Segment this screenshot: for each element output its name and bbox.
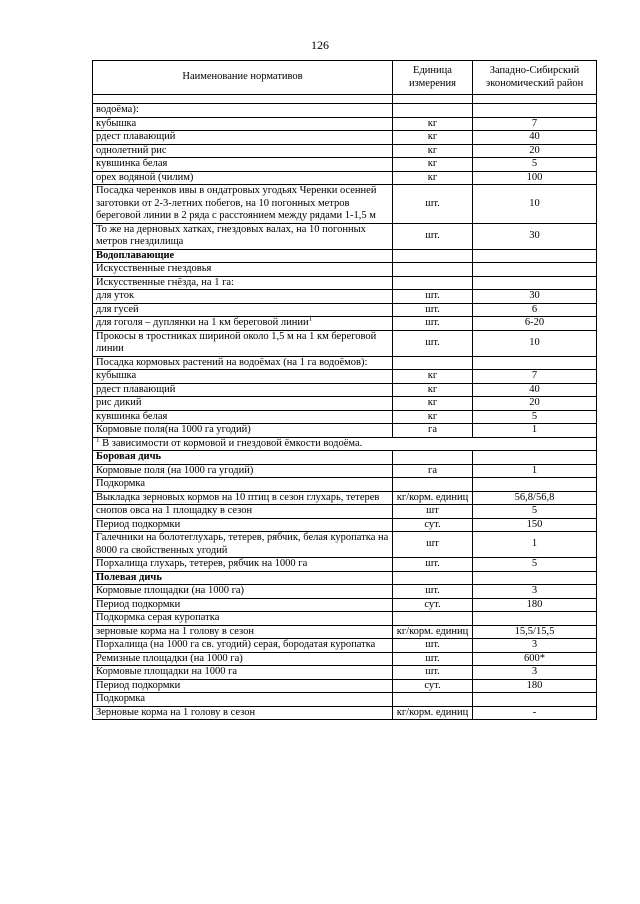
- norm-name-cell: [93, 117, 393, 131]
- unit-cell: [393, 249, 473, 263]
- norm-name-cell: [93, 397, 393, 411]
- value-cell: [473, 451, 597, 465]
- norm-name-cell: [93, 171, 393, 185]
- norm-name: Галечники на болотеглухарь, тетерев, рябчик, белая куропатка на 8000 га свойственных угодий: [96, 532, 389, 556]
- norm-name: для гусей: [96, 303, 139, 315]
- table-row: [93, 410, 597, 424]
- unit-cell: кг/корм. единиц: [393, 625, 473, 639]
- unit-cell: [393, 263, 473, 277]
- norm-name-cell: [93, 263, 393, 277]
- norm-name: Кормовые площадки (на 1000 га): [96, 585, 245, 596]
- header-region: Западно-Сибирский экономический район: [473, 61, 597, 95]
- norm-name-cell: [93, 410, 393, 424]
- norm-name: кувшинка белая: [96, 158, 168, 169]
- norm-name-cell: [93, 652, 393, 666]
- table-row: [93, 558, 597, 572]
- table-row: [93, 104, 597, 118]
- unit-cell: [393, 451, 473, 465]
- value-cell: 40: [473, 383, 597, 397]
- value-cell: 10: [473, 330, 597, 356]
- value-cell: 56,8/56,8: [473, 491, 597, 505]
- unit-cell: га: [393, 464, 473, 478]
- norm-name-cell: [93, 303, 393, 317]
- value-cell: 3: [473, 639, 597, 653]
- value-cell: 1: [473, 532, 597, 558]
- table-row: [93, 652, 597, 666]
- norm-name-cell: [93, 518, 393, 532]
- value-cell: [473, 478, 597, 492]
- table-row: [93, 290, 597, 304]
- unit-cell: шт: [393, 532, 473, 558]
- norm-name: Посадка кормовых растений на водоёмах (на 1 га водоёмов):: [96, 356, 368, 368]
- table-row: [93, 144, 597, 158]
- norm-name: для гоголя – дуплянки на 1 км береговой линии: [96, 317, 309, 328]
- norm-name: рдест плавающий: [96, 131, 176, 142]
- table-row: [93, 666, 597, 680]
- norm-name-cell: [93, 104, 393, 118]
- value-cell: 5: [473, 558, 597, 572]
- unit-cell: [393, 571, 473, 585]
- table-row: [93, 317, 597, 331]
- value-cell: 1: [473, 424, 597, 438]
- norm-name: рис дикий: [96, 397, 142, 408]
- value-cell: 150: [473, 518, 597, 532]
- norm-name-cell: [93, 464, 393, 478]
- value-cell: [473, 356, 597, 370]
- value-cell: 3: [473, 666, 597, 680]
- unit-cell: сут.: [393, 598, 473, 612]
- table-row: [93, 276, 597, 290]
- norm-name: Период подкормки: [96, 598, 181, 610]
- unit-cell: кг: [393, 410, 473, 424]
- norm-name-cell: [93, 491, 393, 505]
- unit-cell: кг: [393, 397, 473, 411]
- table-row: [93, 639, 597, 653]
- value-cell: 5: [473, 505, 597, 519]
- norm-name-cell: [93, 223, 393, 249]
- unit-cell: шт.: [393, 558, 473, 572]
- unit-cell: шт.: [393, 666, 473, 680]
- norm-name: для уток: [96, 290, 135, 301]
- value-cell: 40: [473, 131, 597, 145]
- norm-name: Период подкормки: [96, 518, 181, 530]
- norm-name: Водоплавающие: [96, 249, 175, 261]
- norm-name-cell: [93, 585, 393, 599]
- norm-name-cell: [93, 478, 393, 492]
- header-unit: Единица измерения: [393, 61, 473, 95]
- norm-name: Подкормка: [96, 478, 146, 489]
- norm-name-cell: [93, 144, 393, 158]
- norm-name: снопов овса на 1 площадку в сезон: [96, 505, 253, 516]
- norm-name: орех водяной (чилим): [96, 171, 194, 183]
- table-row: [93, 585, 597, 599]
- norm-name-cell: [93, 185, 393, 224]
- unit-cell: шт: [393, 505, 473, 519]
- table-row: [93, 370, 597, 384]
- norm-name-cell: [93, 451, 393, 465]
- footnote-ref: 1: [308, 314, 313, 323]
- norm-name-cell: [93, 290, 393, 304]
- value-cell: 20: [473, 144, 597, 158]
- norm-name: Искусственные гнёзда, на 1 га:: [96, 276, 234, 288]
- unit-cell: [393, 478, 473, 492]
- norm-name: зерновые корма на 1 голову в сезон: [96, 625, 255, 637]
- unit-cell: кг/корм. единиц: [393, 491, 473, 505]
- norm-name-cell: [93, 424, 393, 438]
- norm-name: Порхалища (на 1000 га св. угодий) серая, бородатая куропатка: [96, 639, 376, 650]
- norm-name-cell: [93, 666, 393, 680]
- table-header: [93, 61, 597, 104]
- table-row: [93, 171, 597, 185]
- norm-name: То же на дерновых хатках, гнездовых валах, на 10 погонных метров гнездилища: [96, 223, 366, 247]
- norm-name-cell: [93, 679, 393, 693]
- norm-name: Искусственные гнездовья: [96, 263, 212, 274]
- norm-name: Боровая дичь: [96, 451, 162, 462]
- norm-name-cell: [93, 639, 393, 653]
- norm-name: однолетний рис: [96, 144, 167, 156]
- norm-name-cell: [93, 131, 393, 145]
- norm-name: В зависимости от кормовой и гнездовой ёмкости водоёма.: [102, 437, 363, 449]
- table-row: [93, 505, 597, 519]
- unit-cell: кг: [393, 171, 473, 185]
- unit-cell: шт.: [393, 223, 473, 249]
- table-row: [93, 185, 597, 224]
- table-row: [93, 679, 597, 693]
- table-row: [93, 706, 597, 720]
- unit-cell: шт.: [393, 290, 473, 304]
- unit-cell: шт.: [393, 585, 473, 599]
- norm-name: Кормовые поля (на 1000 га угодий): [96, 464, 254, 476]
- value-cell: 600*: [473, 652, 597, 666]
- norm-name: Ремизные площадки (на 1000 га): [96, 652, 243, 664]
- table-row: [93, 478, 597, 492]
- header-name: Наименование нормативов: [93, 61, 393, 95]
- unit-cell: кг: [393, 144, 473, 158]
- value-cell: 100: [473, 171, 597, 185]
- norm-name-cell: [93, 249, 393, 263]
- norm-name: Порхалища глухарь, тетерев, рябчик на 1000 га: [96, 558, 308, 569]
- table-row: [93, 356, 597, 370]
- table-row: [93, 131, 597, 145]
- table-row: [93, 424, 597, 438]
- table-row: [93, 532, 597, 558]
- value-cell: 6-20: [473, 317, 597, 331]
- norm-name: кубышка: [96, 117, 137, 129]
- table-row: [93, 117, 597, 131]
- norm-name: Зерновые корма на 1 голову в сезон: [96, 706, 256, 718]
- value-cell: 5: [473, 158, 597, 172]
- value-cell: 30: [473, 223, 597, 249]
- value-cell: [473, 249, 597, 263]
- norm-name-cell: [93, 437, 597, 451]
- norm-name-cell: [93, 276, 393, 290]
- norm-name-cell: [93, 383, 393, 397]
- unit-cell: кг: [393, 158, 473, 172]
- unit-cell: шт.: [393, 652, 473, 666]
- value-cell: [473, 276, 597, 290]
- norm-name: рдест плавающий: [96, 383, 176, 395]
- value-cell: 30: [473, 290, 597, 304]
- norm-name-cell: [93, 330, 393, 356]
- norm-name: Полевая дичь: [96, 571, 162, 583]
- table-row: [93, 263, 597, 277]
- table-body: [93, 104, 597, 720]
- table-row: [93, 518, 597, 532]
- table-row: [93, 491, 597, 505]
- table-row: [93, 223, 597, 249]
- footnote-marker: 1: [96, 435, 100, 443]
- section-row: [93, 451, 597, 465]
- unit-cell: шт.: [393, 303, 473, 317]
- section-row: [93, 249, 597, 263]
- unit-cell: шт.: [393, 639, 473, 653]
- norm-name-cell: [93, 505, 393, 519]
- value-cell: 7: [473, 370, 597, 384]
- section-row: [93, 571, 597, 585]
- norm-name-cell: [93, 598, 393, 612]
- unit-cell: [393, 612, 473, 626]
- norm-name: Подкормка серая куропатка: [96, 612, 220, 623]
- value-cell: [473, 571, 597, 585]
- norm-name-cell: [93, 370, 393, 384]
- table-row: [93, 598, 597, 612]
- norm-name: водоёма):: [96, 104, 139, 115]
- norm-name-cell: [93, 706, 393, 720]
- table-row: [93, 612, 597, 626]
- value-cell: 6: [473, 303, 597, 317]
- norm-name: Выкладка зерновых кормов на 10 птиц в сезон глухарь, тетерев: [96, 491, 380, 503]
- footnote-row: [93, 437, 597, 451]
- value-cell: [473, 263, 597, 277]
- unit-cell: [393, 693, 473, 707]
- value-cell: [473, 693, 597, 707]
- norm-name-cell: [93, 558, 393, 572]
- norms-table: [92, 60, 597, 720]
- unit-cell: [393, 104, 473, 118]
- page-number: 126: [311, 38, 329, 52]
- table-row: [93, 693, 597, 707]
- value-cell: 180: [473, 598, 597, 612]
- unit-cell: шт.: [393, 317, 473, 331]
- unit-cell: кг: [393, 370, 473, 384]
- value-cell: [473, 612, 597, 626]
- table-row: [93, 330, 597, 356]
- norm-name-cell: [93, 356, 393, 370]
- table-row: [93, 464, 597, 478]
- header-spacer-row: [93, 95, 597, 104]
- norm-name: кувшинка белая: [96, 410, 168, 422]
- norm-name: Кормовые площадки на 1000 га: [96, 666, 238, 677]
- norm-name: Прокосы в тростниках шириной около 1,5 м на 1 км береговой линии: [96, 330, 377, 354]
- value-cell: 10: [473, 185, 597, 224]
- unit-cell: кг: [393, 117, 473, 131]
- norm-name-cell: [93, 158, 393, 172]
- norm-name-cell: [93, 612, 393, 626]
- norm-name: кубышка: [96, 370, 137, 381]
- unit-cell: кг: [393, 383, 473, 397]
- table-row: [93, 397, 597, 411]
- unit-cell: шт.: [393, 330, 473, 356]
- table-row: [93, 303, 597, 317]
- table-row: [93, 383, 597, 397]
- value-cell: 3: [473, 585, 597, 599]
- table-row: [93, 625, 597, 639]
- norm-name: Кормовые поля(на 1000 га угодий): [96, 424, 251, 435]
- norm-name-cell: [93, 314, 393, 331]
- norm-name-cell: [93, 625, 393, 639]
- value-cell: [473, 104, 597, 118]
- value-cell: 15,5/15,5: [473, 625, 597, 639]
- norm-name-cell: [93, 571, 393, 585]
- unit-cell: кг/корм. единиц: [393, 706, 473, 720]
- value-cell: 20: [473, 397, 597, 411]
- table-row: [93, 158, 597, 172]
- unit-cell: сут.: [393, 518, 473, 532]
- unit-cell: [393, 276, 473, 290]
- value-cell: 180: [473, 679, 597, 693]
- value-cell: 1: [473, 464, 597, 478]
- unit-cell: шт.: [393, 185, 473, 224]
- unit-cell: сут.: [393, 679, 473, 693]
- norm-name: Период подкормки: [96, 679, 181, 691]
- unit-cell: [393, 356, 473, 370]
- unit-cell: кг: [393, 131, 473, 145]
- norm-name-cell: [93, 693, 393, 707]
- norm-name: Посадка черенков ивы в ондатровых угодьях Черенки осенней заготовки от 2-3-летних побегов, на 10 погонных метров береговой линии в 2 ряда с расстоянием между рядами 1-1,5 м: [96, 185, 377, 221]
- value-cell: 5: [473, 410, 597, 424]
- norm-name-cell: [93, 532, 393, 558]
- value-cell: 7: [473, 117, 597, 131]
- norm-name: Подкормка: [96, 693, 146, 704]
- unit-cell: га: [393, 424, 473, 438]
- value-cell: -: [473, 706, 597, 720]
